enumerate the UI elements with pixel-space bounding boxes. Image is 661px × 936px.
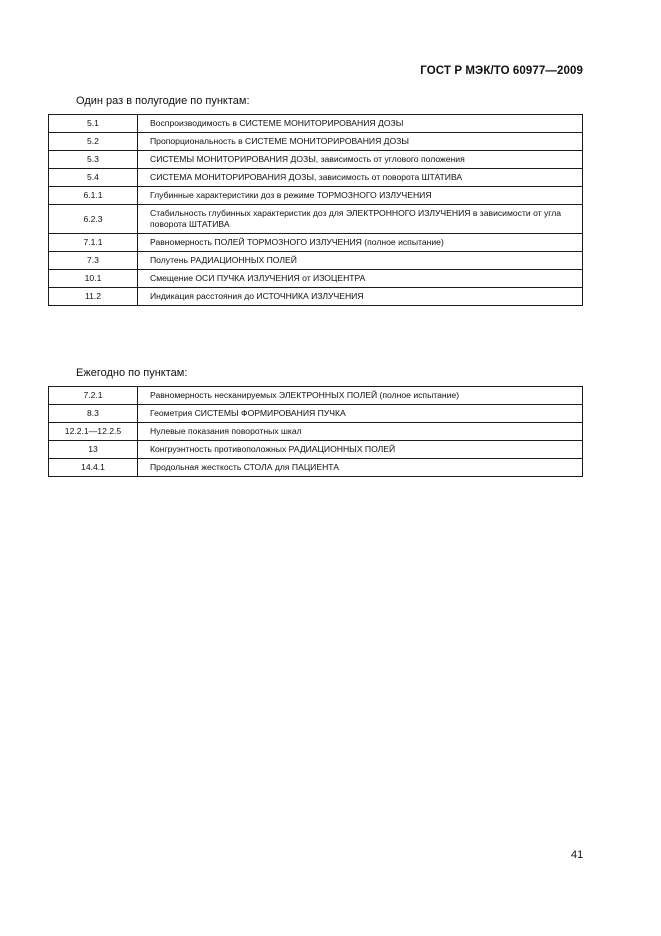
table-row — [49, 441, 583, 459]
annual-items-table — [48, 386, 583, 477]
clause-description: Смещение ОСИ ПУЧКА ИЗЛУЧЕНИЯ от ИЗОЦЕНТРА — [138, 270, 583, 288]
clause-number: 5.4 — [49, 169, 138, 187]
clause-number: 6.1.1 — [49, 187, 138, 205]
clause-number: 11.2 — [49, 288, 138, 306]
clause-number: 10.1 — [49, 270, 138, 288]
page-number: 41 — [571, 849, 584, 861]
table-row — [49, 387, 583, 405]
table-row — [49, 459, 583, 477]
clause-number: 8.3 — [49, 405, 138, 423]
clause-description: Нулевые показания поворотных шкал — [138, 423, 583, 441]
table-row — [49, 133, 583, 151]
section-1-intro: Один раз в полугодие по пунктам: — [76, 95, 250, 107]
clause-number: 5.1 — [49, 115, 138, 133]
clause-number: 6.2.3 — [49, 205, 138, 234]
clause-description: Стабильность глубинных характеристик доз для ЭЛЕКТРОННОГО ИЗЛУЧЕНИЯ в зависимости от угла поворота ШТАТИВА — [138, 205, 583, 234]
table-row — [49, 252, 583, 270]
clause-number: 13 — [49, 441, 138, 459]
table-row — [49, 169, 583, 187]
clause-description: Воспроизводимость в СИСТЕМЕ МОНИТОРИРОВАНИЯ ДОЗЫ — [138, 115, 583, 133]
table-row — [49, 423, 583, 441]
table-row — [49, 187, 583, 205]
table-row — [49, 115, 583, 133]
clause-description: Продольная жесткость СТОЛА для ПАЦИЕНТА — [138, 459, 583, 477]
table-row — [49, 270, 583, 288]
clause-number: 7.3 — [49, 252, 138, 270]
clause-description: Геометрия СИСТЕМЫ ФОРМИРОВАНИЯ ПУЧКА — [138, 405, 583, 423]
clause-description: СИСТЕМЫ МОНИТОРИРОВАНИЯ ДОЗЫ, зависимость от углового положения — [138, 151, 583, 169]
clause-number: 7.2.1 — [49, 387, 138, 405]
clause-number: 7.1.1 — [49, 234, 138, 252]
clause-number: 14.4.1 — [49, 459, 138, 477]
table-row — [49, 234, 583, 252]
clause-description: Равномерность несканируемых ЭЛЕКТРОННЫХ ПОЛЕЙ (полное испытание) — [138, 387, 583, 405]
clause-number: 5.2 — [49, 133, 138, 151]
clause-description: Глубинные характеристики доз в режиме ТОРМОЗНОГО ИЗЛУЧЕНИЯ — [138, 187, 583, 205]
clause-description: СИСТЕМА МОНИТОРИРОВАНИЯ ДОЗЫ, зависимость от поворота ШТАТИВА — [138, 169, 583, 187]
clause-description: Индикация расстояния до ИСТОЧНИКА ИЗЛУЧЕНИЯ — [138, 288, 583, 306]
clause-number: 5.3 — [49, 151, 138, 169]
clause-number: 12.2.1—12.2.5 — [49, 423, 138, 441]
clause-description: Пропорциональность в СИСТЕМЕ МОНИТОРИРОВАНИЯ ДОЗЫ — [138, 133, 583, 151]
clause-description: Полутень РАДИАЦИОННЫХ ПОЛЕЙ — [138, 252, 583, 270]
table-row — [49, 205, 583, 234]
semiannual-items-table — [48, 114, 583, 306]
table-row — [49, 288, 583, 306]
document-id: ГОСТ Р МЭК/ТО 60977—2009 — [420, 65, 583, 77]
table-row — [49, 405, 583, 423]
clause-description: Конгруэнтность противоположных РАДИАЦИОННЫХ ПОЛЕЙ — [138, 441, 583, 459]
clause-description: Равномерность ПОЛЕЙ ТОРМОЗНОГО ИЗЛУЧЕНИЯ (полное испытание) — [138, 234, 583, 252]
table-row — [49, 151, 583, 169]
section-2-intro: Ежегодно по пунктам: — [76, 367, 188, 379]
